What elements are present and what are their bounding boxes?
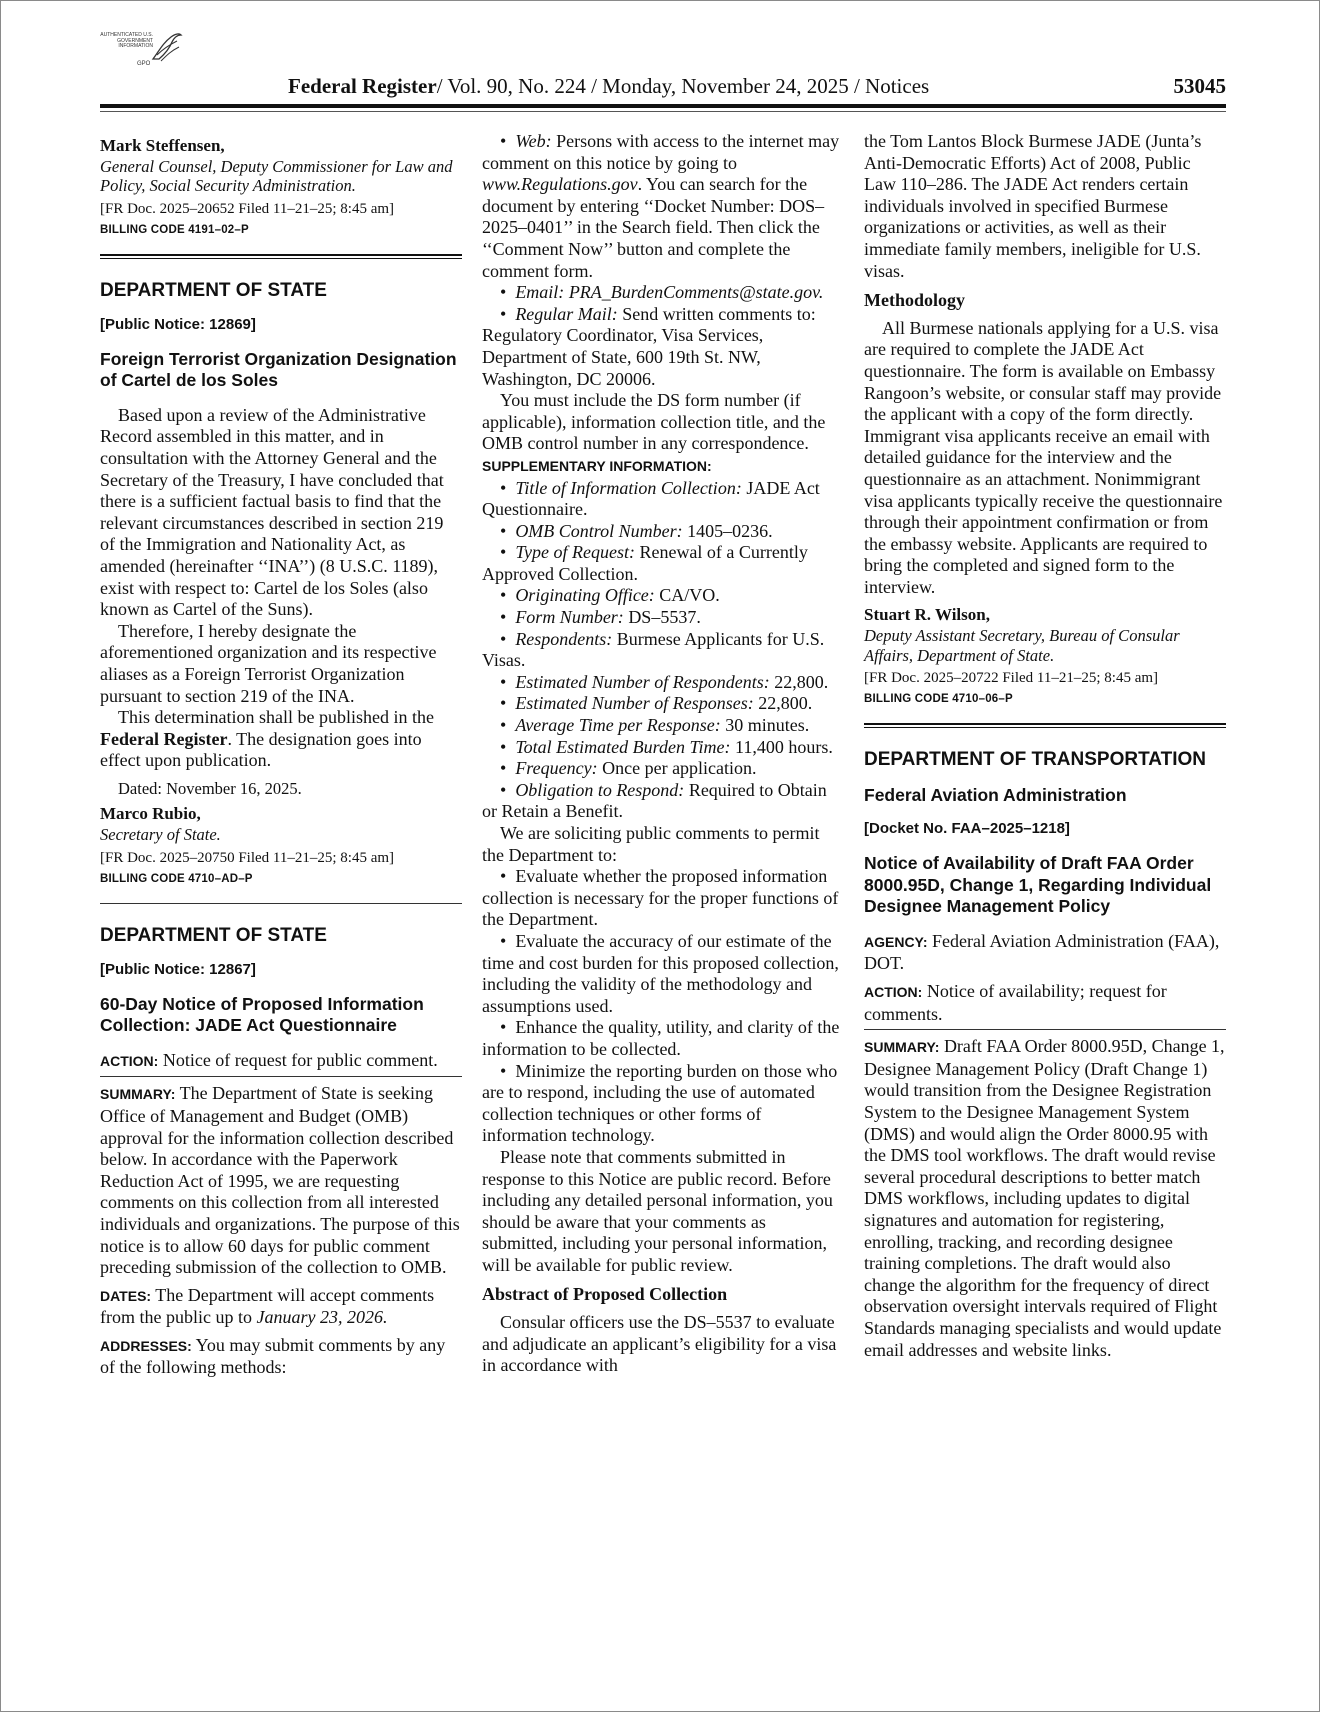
document-title: Notice of Availability of Draft FAA Order 8000.95D, Change 1, Regarding Individual Designee Management Policy [864,853,1212,917]
info-item: • Frequency: Once per application. [500,758,757,779]
addresses-label: ADDRESSES: [100,1337,192,1354]
info-item: • OMB Control Number: 1405–0236. [500,520,773,541]
summary-paragraph [100,1083,462,1278]
body-paragraph: You must include the DS form number (if applicable), information collection title, and the OMB control number in any correspondence. [482,390,826,454]
public-notice-number: [Public Notice: 12867] [100,960,256,978]
info-item-label: Total Estimated Burden Time: [515,736,731,757]
info-item-value: CA/VO. [654,585,720,606]
bullet-text: Enhance the quality, utility, and clarity of the information to be collected. [482,1017,840,1059]
info-item-value: 30 minutes. [720,715,810,736]
section-heading: Methodology [864,290,965,311]
method-label: Email: [515,282,565,303]
body-paragraph: the Tom Lantos Block Burmese JADE (Junta’s Anti-Democratic Efforts) Act of 2008, Public Law 110–286. The JADE Act renders certain individuals involved in specified Burmese organizations or activities, as well as their immediate family members, ineligible for U.S. visas. [864,131,1202,281]
eagle-icon [149,29,183,65]
supplementary-label: SUPPLEMENTARY INFORMATION: [482,457,712,474]
text-run: . The designation goes into effect upon publication. [100,728,422,771]
running-header [100,74,1226,104]
comment-bullet: • Minimize the reporting burden on those who are to respond, including the use of automated collection techniques or other forms of information technology. [482,1060,838,1146]
info-item-label: Type of Request: [515,542,635,563]
header-rule-thick [100,104,1226,108]
fr-doc-line: [FR Doc. 2025–20750 Filed 11–21–25; 8:45 am] [100,849,395,866]
signer-name: Stuart R. Wilson, [864,605,990,625]
agency-text: Federal Aviation Administration (FAA), DOT. [864,930,1220,974]
fr-doc-line: [FR Doc. 2025–20722 Filed 11–21–25; 8:45 am] [864,670,1159,687]
info-item: • Type of Request: Renewal of a Currently Approved Collection. [482,542,808,584]
billing-code: BILLING CODE 4191–02–P [100,223,249,236]
info-item-label: Originating Office: [515,585,655,606]
comment-bullet-list [482,866,845,1147]
column-3 [864,131,1226,1361]
info-item: • Title of Information Collection: JADE Act Questionnaire. [482,477,820,520]
action-paragraph [100,1050,462,1073]
section-rule [100,1076,462,1077]
publication-name: Federal Register [288,74,437,98]
document-title: 60-Day Notice of Proposed Information Collection: JADE Act Questionnaire [100,993,424,1036]
info-item-label: Frequency: [515,758,598,779]
body-paragraph: We are soliciting public comments to permit the Department to: [482,823,820,865]
info-item-label: Estimated Number of Responses: [515,693,754,714]
info-item-value: Burmese Applicants for U.S. Visas. [482,628,825,671]
dates-text: The Department will accept comments from the public up to [100,1284,435,1328]
summary-label: SUMMARY: [864,1039,940,1056]
info-item-value: 1405–0236. [682,520,773,541]
document-separator [100,903,462,904]
page-number: 53045 [1173,74,1226,98]
public-notice-number: [Public Notice: 12869] [100,315,256,333]
regulations-url: www.Regulations.gov [482,174,638,195]
gpo-logo-text: AUTHENTICATED U.S. GOVERNMENT INFORMATION [100,32,153,49]
info-item-label: Form Number: [515,607,624,628]
agency-heading: DEPARTMENT OF STATE [100,924,327,946]
bullet-text: Evaluate the accuracy of our estimate of the time and cost burden for this proposed collection, including the validity of the methodology and assumptions used. [482,930,839,1016]
signer-name: Marco Rubio, [100,804,201,824]
action-label: ACTION: [100,1052,159,1069]
dates-paragraph [100,1285,462,1329]
method-email: • Email: PRA_BurdenComments@state.gov. [500,282,824,303]
action-text: Notice of request for public comment. [158,1049,438,1070]
info-item-list [482,478,845,824]
comment-bullet: • Enhance the quality, utility, and clarity of the information to be collected. [482,1017,840,1059]
body-paragraph: Please note that comments submitted in response to this Notice are public record. Before including any detailed personal information, you should be aware that your comments as submitted, including your personal information, will be available for public review. [482,1146,833,1275]
agency-heading: DEPARTMENT OF STATE [100,279,327,301]
signer-title: Deputy Assistant Secretary, Bureau of Consular Affairs, Department of State. [864,626,1180,665]
section-heading: Abstract of Proposed Collection [482,1284,728,1305]
fr-doc-line: [FR Doc. 2025–20652 Filed 11–21–25; 8:45 am] [100,200,395,217]
docket-number: [Docket No. FAA–2025–1218] [864,820,1070,838]
action-text: Notice of availability; request for comments. [864,981,1167,1024]
info-item: • Estimated Number of Responses: 22,800. [500,693,813,714]
action-label: ACTION: [864,984,923,1001]
dates-date: January 23, 2026. [256,1307,388,1328]
method-label: Regular Mail: [515,303,618,324]
document-separator [100,254,462,259]
summary-text: Draft FAA Order 8000.95D, Change 1, Designee Management Policy (Draft Change 1) would transition from the Designee Registration System to the Designee Management System (DMS) and would align the Order 8000.95 with the DMS tool workflows. The draft would revise several procedural descriptions to better match DMS workflows, including updates to digital signatures and automation for registering, enrolling, tracking, and recording designee training completions. The draft would also change the algorithm for the frequency of direct observation oversight intervals required of Flight Standards managing specialists and would update email addresses and website links. [864,1036,1225,1360]
info-item-value: Required to Obtain or Retain a Benefit. [482,779,827,822]
header-title [288,74,929,99]
body-paragraph: All Burmese nationals applying for a U.S. visa are required to complete the JADE Act questionnaire. The form is available on Embassy Rangoon’s website, or consular staff may provide the applicant with a copy of the form directly. Immigrant visa applicants receive an email with detailed guidance for the interview and the questionnaire as an attachment. Nonimmigrant visa applicants typically receive the questionnaire through their appointment confirmation or from the embassy website. Applicants are required to bring the completed and signed form to the interview. [864,317,1223,597]
info-item-value: DS–5537. [623,607,701,628]
addresses-text: You may submit comments by any of the following methods: [100,1334,446,1378]
signer-name: Mark Steffensen, [100,136,225,155]
text-run: Send written comments to: Regulatory Coordinator, Visa Services, Department of State, 600 19th St. NW, Washington, DC 20006. [482,303,816,389]
info-item: • Average Time per Response: 30 minutes. [500,715,810,736]
comment-bullet: • Evaluate the accuracy of our estimate of the time and cost burden for this proposed collection, including the validity of the methodology and assumptions used. [482,930,839,1016]
action-paragraph [864,981,1226,1025]
summary-paragraph [864,1036,1226,1361]
federal-register-ref: Federal Register [100,728,228,749]
info-item: • Respondents: Burmese Applicants for U.S. Visas. [482,628,825,671]
info-item: • Obligation to Respond: Required to Obtain or Retain a Benefit. [482,779,827,822]
body-paragraph: Therefore, I hereby designate the aforementioned organization and its respective aliases as a Foreign Terrorist Organization pursuant to section 219 of the INA. [100,620,437,706]
summary-label: SUMMARY: [100,1086,176,1103]
body-paragraph: Based upon a review of the Administrative Record assembled in this matter, and in consultation with the Attorney General and the Secretary of the Treasury, I have concluded that there is a sufficient factual basis to find that the relevant circumstances described in section 219 of the Immigration and Nationality Act, as amended (hereinafter ‘‘INA’’) (8 U.S.C. 1189), exist with respect to: Cartel de los Soles (also known as Cartel of the Suns). [100,404,444,620]
document-separator [864,723,1226,728]
section-rule [864,1029,1226,1030]
dated-line: Dated: November 16, 2025. [118,778,302,798]
info-item-label: Estimated Number of Respondents: [515,671,770,692]
info-item-value: JADE Act Questionnaire. [482,477,820,520]
info-item-label: OMB Control Number: [515,520,683,541]
info-item-label: Average Time per Response: [515,715,721,736]
info-item-value: 11,400 hours. [730,736,833,757]
method-web: • Web: Persons with access to the internet may comment on this notice by going to www.Regulations.gov. You can search for the document by entering ‘‘Docket Number: DOS–2025–0401’’ in the Search field. Then click the ‘‘Comment Now’’ button and complete the comment form. [482,131,840,281]
signer-title: General Counsel, Deputy Commissioner for Law and Policy, Social Security Administration. [100,156,453,196]
info-item: • Form Number: DS–5537. [500,607,701,628]
info-item-value: 22,800. [753,693,813,714]
method-label: Web: [515,131,552,151]
column-2 [482,131,845,1377]
info-item-value: 22,800. [769,671,829,692]
info-item: • Estimated Number of Respondents: 22,800. [500,671,829,692]
text-run: This determination shall be published in the [118,707,434,728]
info-item: • Total Estimated Burden Time: 11,400 hours. [500,736,833,757]
agency-label: AGENCY: [864,933,928,950]
text-run: . You can search for the document by entering ‘‘Docket Number: DOS–2025–0401’’ in the Search field. Then click the ‘‘Comment Now’’ button and complete the comment form. [482,174,825,281]
bullet-text: Minimize the reporting burden on those who are to respond, including the use of automated collection techniques or other forms of information technology. [482,1060,838,1146]
text-run: Persons with access to the internet may comment on this notice by going to [482,131,840,173]
info-item-label: Respondents: [515,628,613,649]
billing-code: BILLING CODE 4710–AD–P [100,872,253,885]
comment-bullet: • Evaluate whether the proposed information collection is necessary for the proper functions of the Department. [482,866,839,930]
agency-paragraph [864,931,1226,975]
column-1 [100,131,462,1379]
email-address: PRA_BurdenComments@state.gov. [568,282,824,303]
info-item-label: Obligation to Respond: [515,779,685,800]
info-item-value: Renewal of a Currently Approved Collection. [482,542,808,584]
dates-label: DATES: [100,1287,152,1304]
addresses-paragraph [100,1335,462,1379]
body-paragraph [100,707,462,772]
document-title: Foreign Terrorist Organization Designation of Cartel de los Soles [100,348,457,391]
info-item-label: Title of Information Collection: [515,477,742,498]
info-item-value: Once per application. [597,758,757,779]
header-rule-thin [100,111,1226,112]
signer-title: Secretary of State. [100,825,221,845]
method-mail: • Regular Mail: Send written comments to: Regulatory Coordinator, Visa Services, Department of State, 600 19th St. NW, Washington, DC 20006. [482,303,816,389]
billing-code: BILLING CODE 4710–06–P [864,693,1013,706]
gpo-logo-label: GPO [137,61,151,67]
gpo-authentication-logo [93,29,183,71]
bullet-text: Evaluate whether the proposed information collection is necessary for the proper functions of the Department. [482,866,839,930]
sub-agency-heading: Federal Aviation Administration [864,785,1127,806]
agency-heading: DEPARTMENT OF TRANSPORTATION [864,749,1206,771]
issue-info: / Vol. 90, No. 224 / Monday, November 24, 2025 / Notices [436,74,930,98]
body-paragraph: Consular officers use the DS–5537 to evaluate and adjudicate an applicant’s eligibility for a visa in accordance with [482,1312,837,1376]
info-item: • Originating Office: CA/VO. [500,585,720,606]
summary-text: The Department of State is seeking Office of Management and Budget (OMB) approval for the information collection described below. In accordance with the Paperwork Reduction Act of 1995, we are requesting comments on this collection from all interested individuals and organizations. The purpose of this notice is to allow 60 days for public comment preceding submission of the collection to OMB. [100,1083,460,1278]
